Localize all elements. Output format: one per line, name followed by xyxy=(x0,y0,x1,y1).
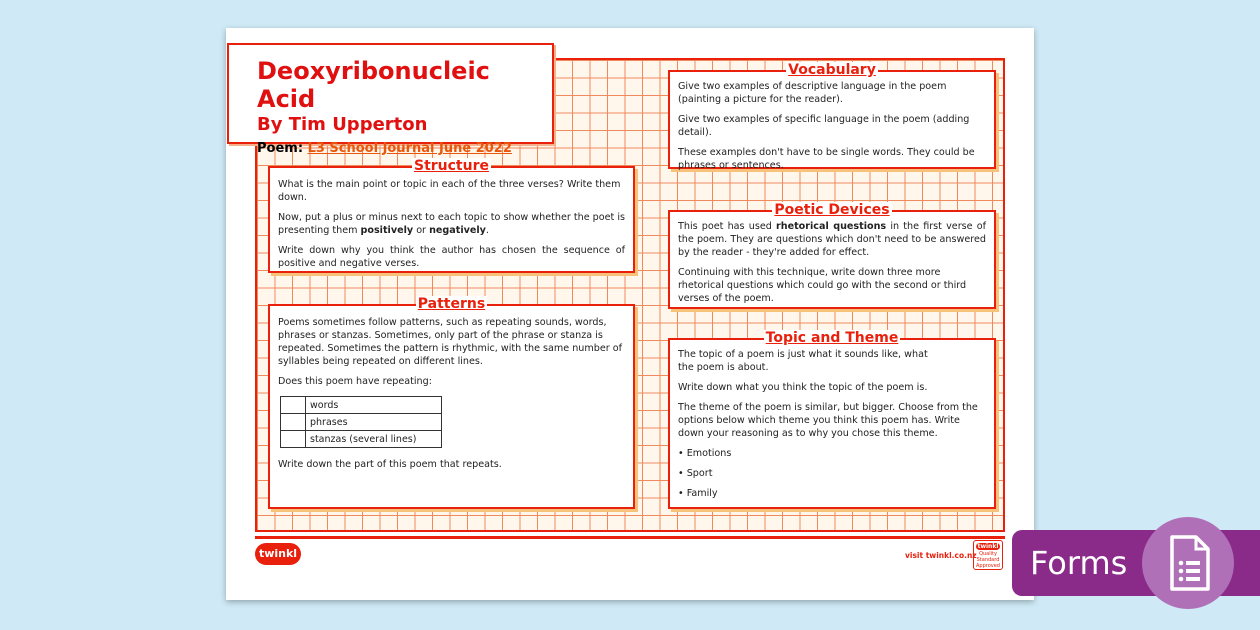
title-box xyxy=(227,43,554,156)
poem-link[interactable]: L3 School Journal June 2022 xyxy=(307,141,512,156)
forms-document-icon xyxy=(1142,517,1234,609)
vocabulary-box xyxy=(668,62,996,171)
topic-theme-heading: Topic and Theme xyxy=(765,330,899,346)
author: By Tim Upperton xyxy=(257,114,428,135)
vocabulary-text: Give two examples of specific language in the poem (adding detail). xyxy=(678,114,970,138)
poem-source xyxy=(257,141,552,156)
topic-text: The topic of a poem is just what it sounds like, what the poem is about. xyxy=(678,349,928,373)
table-row xyxy=(281,431,442,448)
forms-label: Forms xyxy=(1030,544,1128,582)
patterns-text: Poems sometimes follow patterns, such as repeating sounds, words, phrases or stanzas. Sometimes, only part of the phrase or stanza is repeated. Sometimes the pattern is rhythmic, with the same number of syllables being repeated on different lines. xyxy=(278,317,622,367)
patterns-text: Write down the part of this poem that repeats. xyxy=(278,459,502,470)
structure-text: Write down why you think the author has chosen the sequence of positive and negative verses. xyxy=(278,245,625,269)
theme-option: • Emotions xyxy=(678,448,732,459)
website-link[interactable]: visit twinkl.co.nz xyxy=(905,551,977,560)
row-label: stanzas (several lines) xyxy=(306,431,442,448)
checkbox-cell[interactable] xyxy=(281,397,306,414)
structure-box xyxy=(268,158,635,273)
poetic-text: This poet has used rhetorical questions in the first verse of the poem. They are questions which don't need to be answered by the reader - they're added for effect. xyxy=(678,221,986,258)
checkbox-cell[interactable] xyxy=(281,414,306,431)
vocabulary-text: Give two examples of descriptive language in the poem (painting a picture for the reader). xyxy=(678,81,947,105)
footer-divider xyxy=(255,536,1005,539)
structure-text: Now, put a plus or minus next to each topic to show whether the poet is presenting them positively or negatively. xyxy=(278,212,625,236)
topic-text: Write down what you think the topic of the poem is. xyxy=(678,382,928,393)
table-row xyxy=(281,397,442,414)
checkbox-cell[interactable] xyxy=(281,431,306,448)
theme-option: • Family xyxy=(678,488,718,499)
patterns-heading: Patterns xyxy=(417,296,486,312)
structure-heading: Structure xyxy=(413,158,489,174)
vocabulary-text: These examples don't have to be single words. They could be phrases or sentences. xyxy=(678,147,975,171)
patterns-text: Does this poem have repeating: xyxy=(278,376,432,387)
poetic-devices-heading: Poetic Devices xyxy=(774,202,890,218)
quality-badge: twinkl Quality Standard Approved xyxy=(973,540,1003,570)
vocabulary-heading: Vocabulary xyxy=(788,62,876,78)
structure-text: What is the main point or topic in each of the three verses? Write them down. xyxy=(278,179,621,203)
poetic-text: Continuing with this technique, write down three more rhetorical questions which could go with the second or third verses of the poem. xyxy=(678,267,967,304)
worksheet-title: Deoxyribonucleic Acid xyxy=(257,57,490,113)
patterns-box xyxy=(268,296,635,509)
poem-label: Poem: xyxy=(257,141,304,156)
topic-text: The theme of the poem is similar, but bigger. Choose from the options below which theme you think this poem has. Write down your reasoning as to why you chose this theme. xyxy=(678,402,978,439)
topic-theme-box xyxy=(668,330,996,509)
repeating-table xyxy=(280,396,442,448)
theme-option: • Sport xyxy=(678,468,713,479)
table-row xyxy=(281,414,442,431)
row-label: words xyxy=(306,397,442,414)
row-label: phrases xyxy=(306,414,442,431)
poetic-devices-box xyxy=(668,202,996,309)
twinkl-logo: twinkl xyxy=(255,543,301,565)
